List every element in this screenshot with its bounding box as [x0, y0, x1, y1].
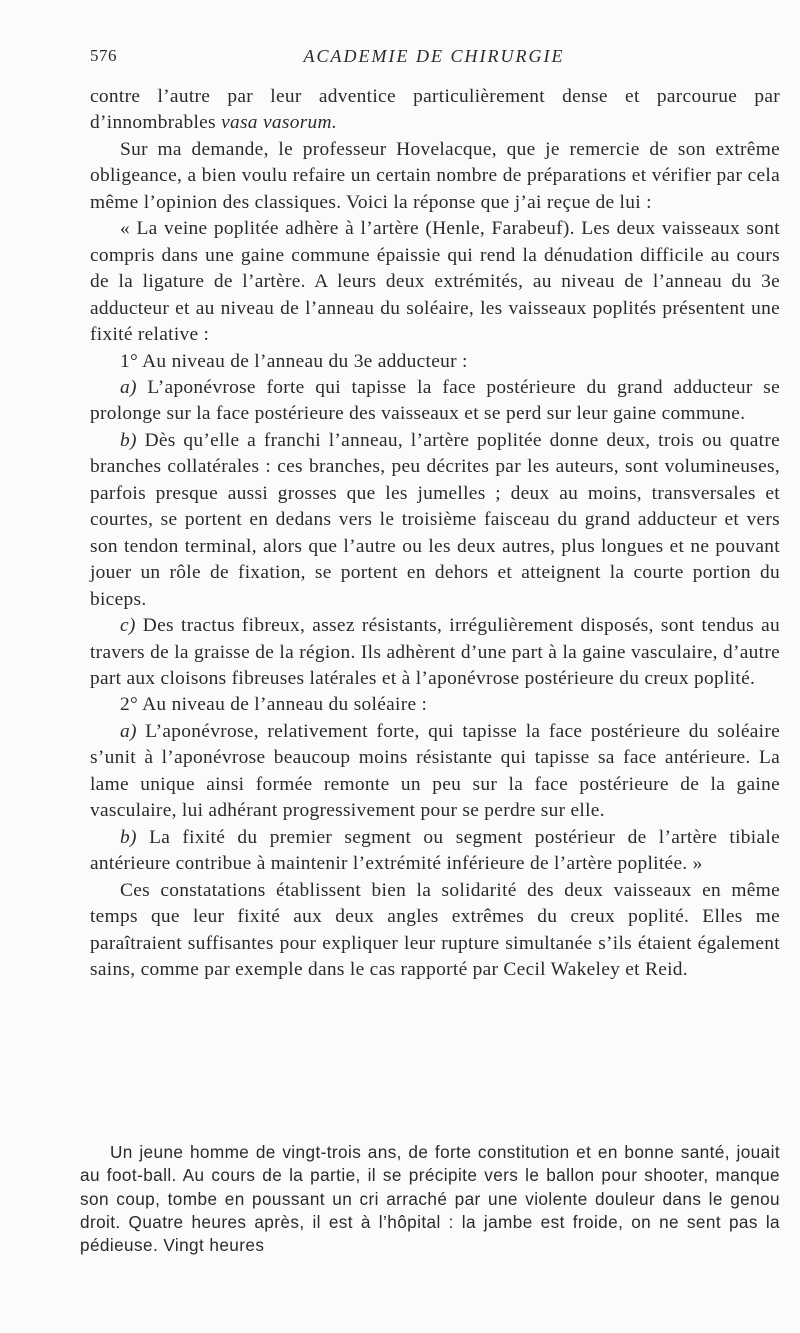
item-marker: c) — [120, 615, 136, 637]
item-marker: a) — [120, 376, 137, 398]
item-marker: b) — [120, 826, 137, 848]
page-header — [90, 46, 778, 74]
list-item: b) Dès qu’elle a franchi l’anneau, l’artère poplitée donne deux, trois ou quatre branches collatérales : ces branches, peu décrites par les auteurs, sont volumineuses, parfois presque aussi grosses que les jumelles ; deux au moins, transversales et courtes, se portent en dedans vers le troisième faisceau du grand adducteur et vers son tendon terminal, alors que l’autre ou les deux autres, plus longues et ne pouvant jouer un rôle de fixation, se portent en dehors et atteignent la courte portion du biceps. — [90, 429, 780, 610]
italic-term: vasa vasorum. — [221, 112, 337, 134]
paragraph: 2° Au niveau de l’anneau du soléaire : — [120, 694, 428, 716]
item-marker: b) — [120, 429, 137, 451]
paragraph: Ces constatations établissent bien la solidarité des deux vaisseaux en même temps que leur fixité aux deux angles extrêmes du creux poplité. Elles me paraîtraient suffisantes pour expliquer leur rupture simultanée s’ils étaient également sains, comme par exemple dans le cas rapporté par Cecil Wakeley et Reid. — [90, 879, 780, 980]
list-item: b) La fixité du premier segment ou segment postérieur de l’artère tibiale antérieure contribue à maintenir l’extrémité inférieure de l’artère poplitée. » — [90, 826, 780, 875]
paragraph: contre l’autre par leur adventice particulièrement dense et parcourue par d’innombrables vasa vasorum. — [90, 86, 780, 134]
paragraph: Sur ma demande, le professeur Hovelacque, que je remercie de son extrême obligeance, a bien voulu refaire un certain nombre de préparations et vérifier par cela même l’opinion des classiques. Voici la réponse que j’ai reçue de lui : — [90, 138, 780, 213]
case-report — [80, 1141, 780, 1257]
paragraph: 1° Au niveau de l’anneau du 3e adducteur : — [120, 350, 468, 372]
list-item: a) L’aponévrose forte qui tapisse la face postérieure du grand adducteur se prolonge sur la face postérieure des vaisseaux et se perd sur leur gaine commune. — [90, 376, 780, 425]
list-item: c) Des tractus fibreux, assez résistants, irrégulièrement disposés, sont tendus au travers de la graisse de la région. Ils adhèrent d’une part à la gaine vasculaire, d’autre part aux cloisons fibreuses latérales et à l’aponévrose postérieure du creux poplité. — [90, 615, 780, 689]
item-marker: a) — [120, 720, 137, 742]
page-number: 576 — [90, 46, 117, 65]
paragraph: Un jeune homme de vingt-trois ans, de forte constitution et en bonne santé, jouait au foot-ball. Au cours de la partie, il se précipite vers le ballon pour shooter, manque son coup, tombe en poussant un cri arraché par une violente douleur dans le genou droit. Quatre heures après, il est à l’hôpital : la jambe est froide, on ne sent pas la pédieuse. Vingt heures — [80, 1142, 780, 1256]
paragraph: « La veine poplitée adhère à l’artère (Henle, Farabeuf). Les deux vaisseaux sont compris dans une gaine commune épaissie qui rend la dénudation difficile au cours de la ligature de l’artère. A leurs deux extrémités, au niveau de l’anneau du 3e adducteur et au niveau de l’anneau du soléaire, les vaisseaux poplités présentent une fixité relative : — [90, 218, 780, 346]
list-item: a) L’aponévrose, relativement forte, qui tapisse la face postérieure du soléaire s’unit à l’aponévrose beaucoup moins résistante qui tapisse sa face antérieure. La lame unique ainsi formée remonte un peu sur la face postérieure de la gaine vasculaire, lui adhérant progressivement pour se perdre sur elle. — [90, 720, 780, 822]
running-title: ACADEMIE DE CHIRURGIE — [303, 46, 565, 66]
body-text — [90, 84, 780, 983]
